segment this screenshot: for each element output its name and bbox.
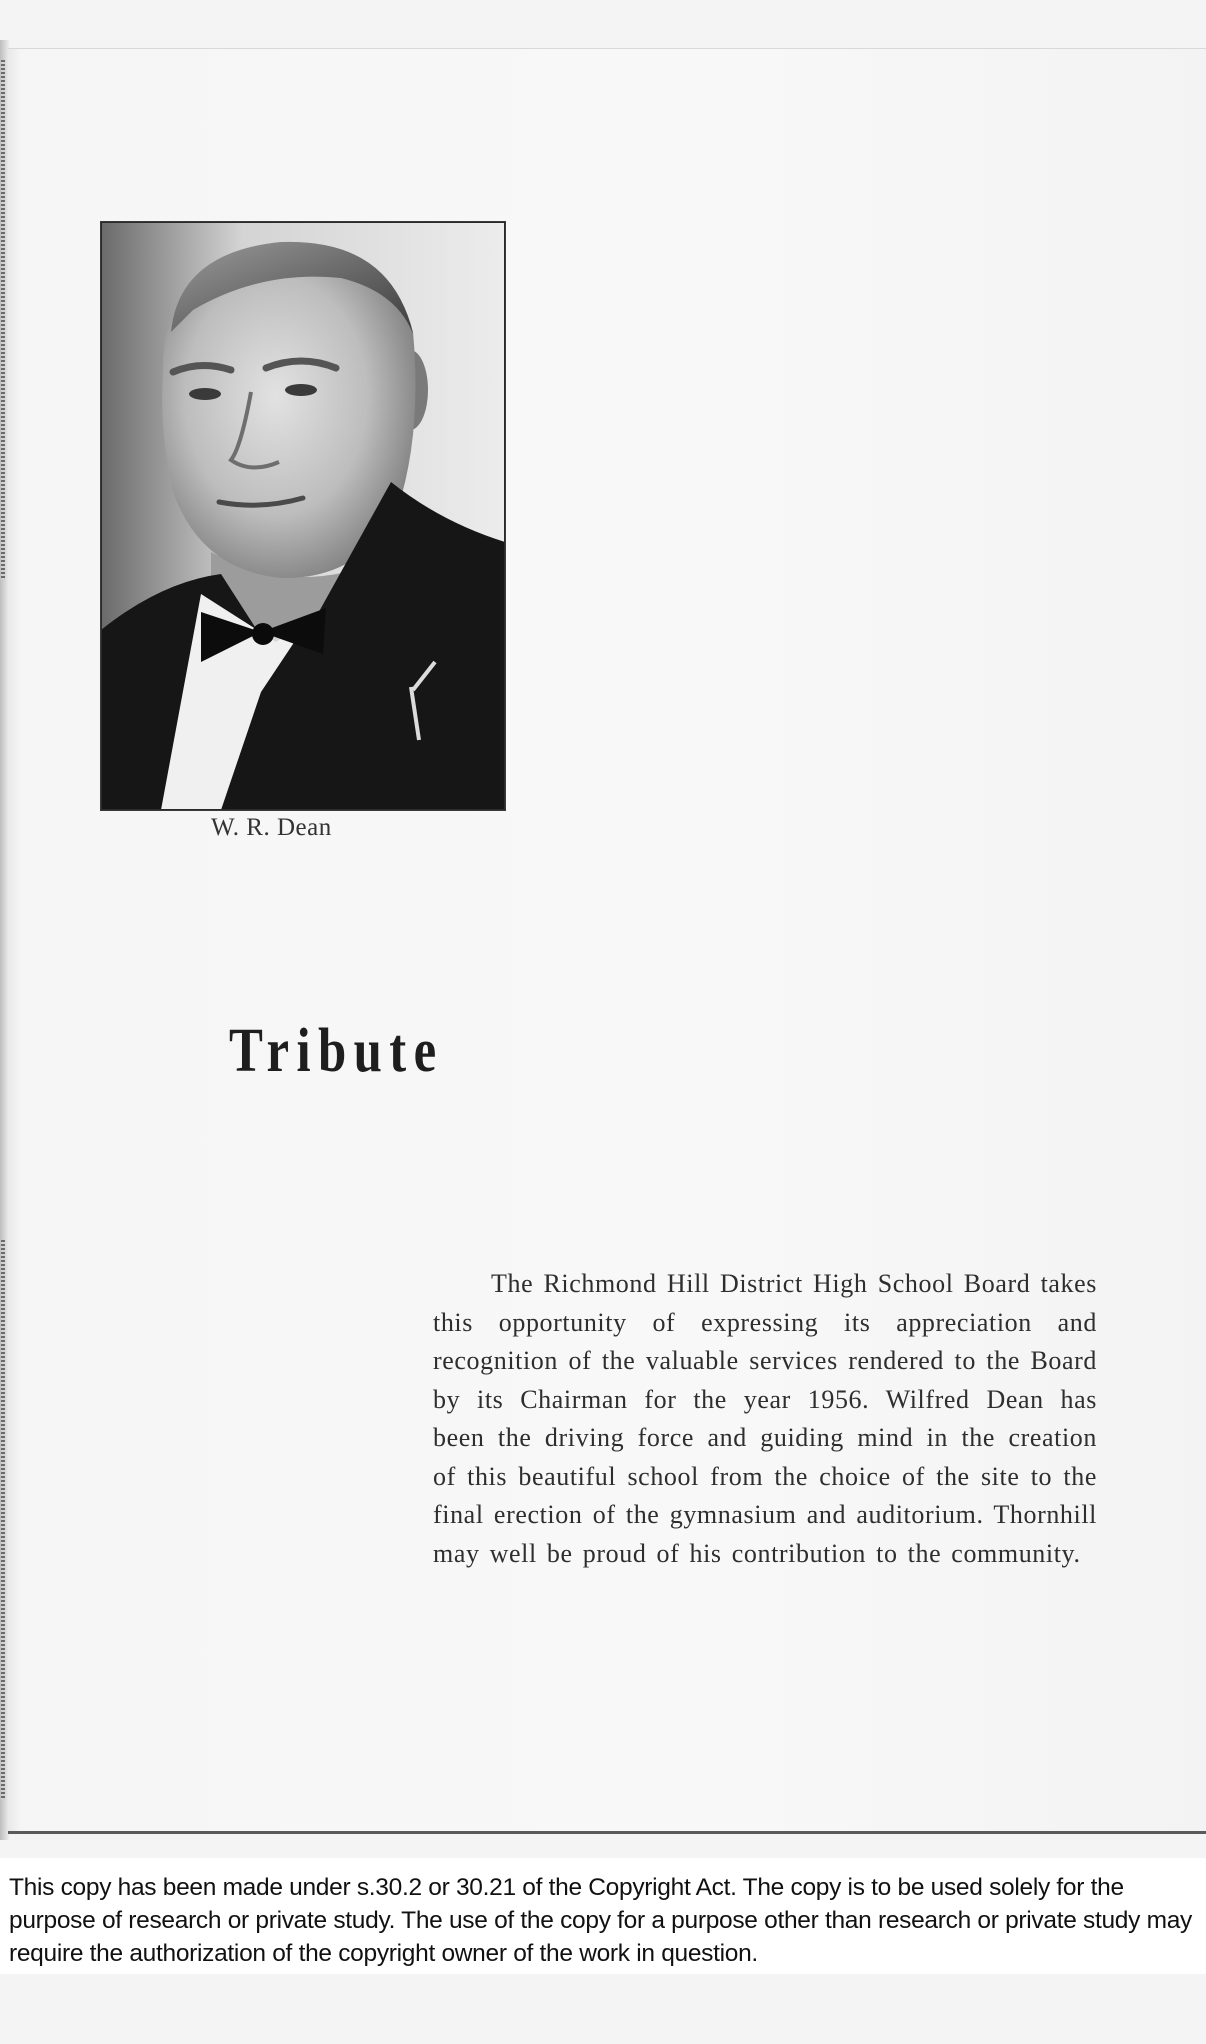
page-title: Tribute bbox=[229, 1017, 444, 1085]
copyright-notice: This copy has been made under s.30.2 or 30.21 of the Copyright Act. The copy is to be used solely for the purpose of research or private study. The use of the copy for a purpose other than research or private study may require the authorization of the copyright owner of the work in question. bbox=[9, 1874, 1192, 1967]
portrait-image bbox=[101, 222, 505, 810]
binding-edge-upper bbox=[1, 60, 5, 580]
tribute-paragraph: The Richmond Hill District High School Board takes this opportunity of expressing its appreciation and recognition of the valuable services rendered to the Board by its Chairman for the year 1956. Wilfred Dean has been the driving force and guiding mind in the creation of this beautiful school from the choice of the site to the final erection of the gymnasium and auditorium. Thornhill may well be proud of his contribution to the community. bbox=[433, 1269, 1097, 1568]
portrait-caption: W. R. Dean bbox=[211, 814, 332, 841]
portrait-photo bbox=[100, 221, 506, 811]
binding-edge-lower bbox=[1, 1240, 5, 1800]
copyright-notice-box bbox=[0, 1858, 1206, 1974]
